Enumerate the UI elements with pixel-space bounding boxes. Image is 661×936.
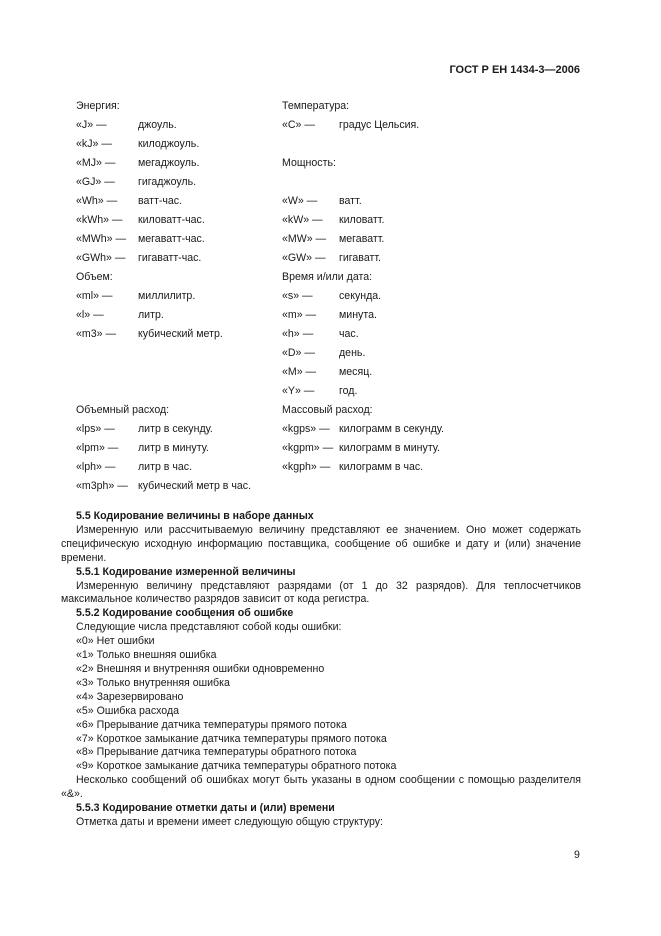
unit-code: «GW» —: [282, 252, 326, 264]
unit-row: [76, 306, 251, 325]
unit-code: «kW» —: [282, 214, 323, 226]
unit-group-title: Время и/или дата:: [282, 271, 373, 283]
unit-group-title: Температура:: [282, 100, 350, 112]
unit-description: джоуль.: [138, 119, 177, 131]
unit-description: килограмм в секунду.: [339, 423, 444, 435]
unit-row: [76, 211, 251, 230]
unit-description: килограмм в минуту.: [339, 442, 440, 454]
unit-row: [282, 116, 444, 135]
unit-description: мегаватт-час.: [138, 233, 205, 245]
unit-description: мегаджоуль.: [138, 157, 200, 169]
unit-row: [76, 439, 251, 458]
document-header: ГОСТ Р ЕН 1434-3—2006: [449, 64, 580, 76]
unit-code: «lps» —: [76, 423, 115, 435]
section-heading: 5.5.2 Кодирование сообщения об ошибке: [76, 607, 294, 620]
unit-code: «kJ» —: [76, 138, 112, 150]
unit-code: «lpm» —: [76, 442, 119, 454]
unit-code: «h» —: [282, 328, 314, 340]
text-line: «2» Внешняя и внутренняя ошибки одновременно: [76, 662, 325, 675]
unit-code: «M» —: [282, 366, 317, 378]
unit-group-title: Энергия:: [76, 100, 120, 112]
paragraph: Измеренную величину представляют разрядами (от 1 до 32 разрядов). Для теплосчетчиков максимальное количество разрядов зависит от кода регистра.: [61, 579, 581, 606]
text-line: Отметка даты и времени имеет следующую общую структуру:: [76, 815, 384, 828]
unit-description: гигаватт.: [339, 252, 381, 264]
unit-code: «m3» —: [76, 328, 117, 340]
unit-row: [76, 325, 251, 344]
unit-description: кубический метр.: [138, 328, 223, 340]
unit-description: литр.: [138, 309, 164, 321]
units-column-right: [282, 97, 444, 477]
unit-description: год.: [339, 385, 358, 397]
unit-code: «l» —: [76, 309, 104, 321]
unit-description: градус Цельсия.: [339, 119, 420, 131]
unit-row: [282, 344, 444, 363]
unit-description: миллилитр.: [138, 290, 196, 302]
unit-group-title: Объем:: [76, 271, 113, 283]
spacer: [282, 173, 444, 192]
unit-code: «kgph» —: [282, 461, 331, 473]
unit-code: «kgps» —: [282, 423, 330, 435]
unit-description: кубический метр в час.: [138, 480, 252, 492]
unit-description: киловатт-час.: [138, 214, 205, 226]
unit-row: [282, 192, 444, 211]
unit-description: литр в секунду.: [138, 423, 213, 435]
paragraph: Несколько сообщений об ошибках могут быть указаны в одном сообщении с помощью разделителя «&».: [61, 774, 581, 801]
spacer: [282, 135, 444, 154]
text-line: «9» Короткое замыкание датчика температуры обратного потока: [76, 760, 397, 773]
paragraph: Измеренную или рассчитываемую величину представляют ее значением. Оно может содержать специфическую исходную информацию поставщика, сообщение об ошибке и дату и (или) значение времени.: [61, 523, 581, 564]
unit-row: [76, 154, 251, 173]
unit-description: мегаватт.: [339, 233, 385, 245]
unit-description: гигаватт-час.: [138, 252, 202, 264]
text-line: Следующие числа представляют собой коды ошибки:: [76, 621, 342, 634]
unit-row: [76, 135, 251, 154]
unit-row: [76, 458, 251, 477]
page-number: 9: [574, 849, 580, 861]
unit-row: [76, 249, 251, 268]
unit-row: [76, 173, 251, 192]
section-heading: 5.5 Кодирование величины в наборе данных: [76, 510, 314, 522]
unit-code: «C» —: [282, 119, 315, 131]
unit-description: литр в минуту.: [138, 442, 209, 454]
text-line: «6» Прерывание датчика температуры прямого потока: [76, 718, 347, 731]
spacer: [76, 344, 251, 363]
unit-code: «MJ» —: [76, 157, 116, 169]
unit-row: [282, 458, 444, 477]
unit-code: «GJ» —: [76, 176, 115, 188]
unit-row: [282, 211, 444, 230]
unit-row: [282, 230, 444, 249]
unit-row: [76, 192, 251, 211]
unit-code: «ml» —: [76, 290, 113, 302]
text-line: «8» Прерывание датчика температуры обратного потока: [76, 746, 357, 759]
unit-description: ватт-час.: [138, 195, 183, 207]
unit-row: [76, 230, 251, 249]
text-line: «0» Нет ошибки: [76, 635, 155, 648]
unit-description: ватт.: [339, 195, 362, 207]
unit-row: [282, 249, 444, 268]
unit-row: [282, 306, 444, 325]
unit-code: «Y» —: [282, 385, 315, 397]
unit-code: «kWh» —: [76, 214, 123, 226]
text-line: «4» Зарезервировано: [76, 690, 184, 703]
unit-description: месяц.: [339, 366, 373, 378]
unit-code: «kgpm» —: [282, 442, 334, 454]
section-heading: 5.5.1 Кодирование измеренной величины: [76, 565, 296, 578]
unit-code: «lph» —: [76, 461, 116, 473]
unit-group-title: Массовый расход:: [282, 404, 373, 416]
unit-description: день.: [339, 347, 366, 359]
unit-description: гигаджоуль.: [138, 176, 197, 188]
unit-description: секунда.: [339, 290, 382, 302]
unit-code: «m3ph» —: [76, 480, 128, 492]
unit-row: [282, 287, 444, 306]
unit-group-title: Мощность:: [282, 157, 336, 169]
unit-row: [76, 116, 251, 135]
unit-row: [76, 477, 251, 496]
unit-description: час.: [339, 328, 359, 340]
unit-row: [282, 439, 444, 458]
unit-description: килограмм в час.: [339, 461, 424, 473]
unit-row: [76, 420, 251, 439]
text-line: «7» Короткое замыкание датчика температуры прямого потока: [76, 732, 387, 745]
unit-code: «GWh» —: [76, 252, 126, 264]
section-heading: 5.5.3 Кодирование отметки даты и (или) времени: [76, 802, 335, 815]
unit-row: [282, 325, 444, 344]
unit-row: [282, 420, 444, 439]
unit-code: «W» —: [282, 195, 318, 207]
unit-description: киловатт.: [339, 214, 385, 226]
unit-description: килоджоуль.: [138, 138, 200, 150]
unit-group-title: Объемный расход:: [76, 404, 170, 416]
unit-row: [282, 363, 444, 382]
unit-description: литр в час.: [138, 461, 193, 473]
spacer: [76, 382, 251, 401]
spacer: [76, 363, 251, 382]
unit-code: «s» —: [282, 290, 313, 302]
unit-description: минута.: [339, 309, 377, 321]
units-column-left: [76, 97, 251, 496]
body-text: [61, 510, 581, 830]
text-line: «3» Только внутренняя ошибка: [76, 676, 230, 689]
unit-code: «MW» —: [282, 233, 327, 245]
unit-row: [76, 287, 251, 306]
unit-code: «Wh» —: [76, 195, 118, 207]
unit-code: «D» —: [282, 347, 315, 359]
unit-code: «m» —: [282, 309, 317, 321]
unit-code: «J» —: [76, 119, 107, 131]
text-line: «1» Только внешняя ошибка: [76, 649, 217, 662]
unit-code: «MWh» —: [76, 233, 127, 245]
text-line: «5» Ошибка расхода: [76, 704, 180, 717]
unit-row: [282, 382, 444, 401]
